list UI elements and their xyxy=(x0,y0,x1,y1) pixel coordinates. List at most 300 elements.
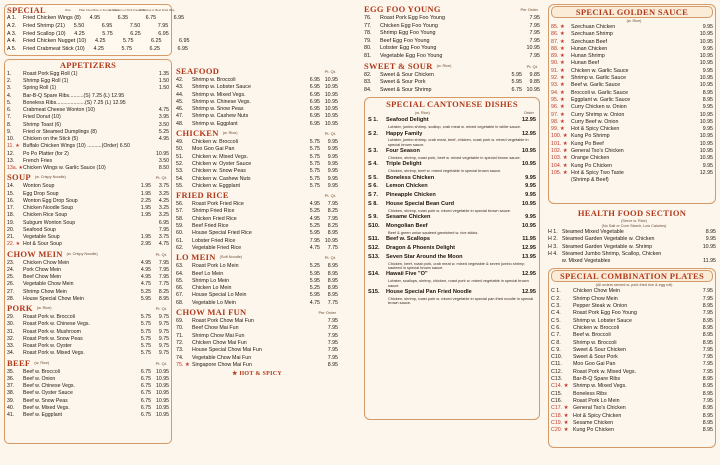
menu-item-row xyxy=(551,413,713,420)
item-name: Curry Shrimp w. Onion xyxy=(571,111,625,118)
item-price: 10.95 xyxy=(699,148,713,155)
item-price: 11.95 xyxy=(703,258,716,265)
item-price-qt: 9.95 xyxy=(327,153,338,160)
item-price: 10.95 xyxy=(699,31,713,38)
menu-item-row xyxy=(176,285,338,292)
item-description: Chicken, shrimp, roast pork, beef w. mixed vegetable in special brown sauce. xyxy=(388,154,521,160)
item-number: 60. xyxy=(176,230,184,237)
item-price-qt: 3.75 xyxy=(158,183,169,190)
menu-item-row xyxy=(7,191,169,198)
chowmein-col-heads: Pt. Qt. xyxy=(155,251,167,257)
item-price-qt: 6.95 xyxy=(158,219,169,226)
item-price-pt: 1.95 xyxy=(140,212,151,219)
item-price-pt: 5.75 xyxy=(140,328,151,335)
item-number: 70. xyxy=(176,325,184,332)
item-price: 9.95 xyxy=(525,192,536,199)
item-name: Roast Pork w. Oyster xyxy=(23,343,72,350)
menu-item-row xyxy=(7,93,169,100)
item-name: Beef w. Onion xyxy=(23,375,56,382)
item-name: Fried Chicken Wings (8) xyxy=(23,15,81,21)
item-name: Vegetable Fried Rice xyxy=(192,244,242,251)
item-price-pt: 5.75 xyxy=(309,182,320,189)
menu-item-row xyxy=(551,332,713,339)
item-price-qt: 10.95 xyxy=(156,397,169,404)
menu-item-row xyxy=(176,333,338,340)
item-name: Wonton Soup xyxy=(23,183,55,190)
item-price: 10.95 xyxy=(699,75,713,82)
menu-item-row xyxy=(7,336,169,343)
item-name: Curry Beef w. Onion xyxy=(571,118,619,125)
item-number: H 3. xyxy=(548,243,558,250)
item-number: C12. xyxy=(551,368,563,375)
item-price: 7.95 xyxy=(702,361,713,368)
menu-item-row xyxy=(548,258,716,265)
item-number: 34. xyxy=(7,350,15,357)
item-number: 57. xyxy=(176,208,184,215)
item-price: 4.25 xyxy=(93,46,104,53)
item-number: 3. xyxy=(7,85,12,92)
item-name: Roast Pork Chow Mai Fun xyxy=(192,318,254,325)
item-price-pt xyxy=(133,220,151,227)
item-name: Pineapple Chicken xyxy=(386,192,436,199)
item-number: S 2. xyxy=(368,130,378,137)
item-name: Roast Pork Lo Mein xyxy=(573,397,620,404)
item-number: S 4. xyxy=(368,161,378,168)
item-price: 12.95 xyxy=(522,244,536,251)
item-name: Moo Goo Gai Pan xyxy=(573,361,616,368)
friedrice-title: FRIED RICE xyxy=(176,190,229,201)
item-price-pt: 4.95 xyxy=(309,215,320,222)
seafood-list xyxy=(176,77,338,128)
menu-item-row xyxy=(7,31,169,39)
item-number: 52. xyxy=(176,160,184,167)
special-title: SPECIAL xyxy=(7,4,46,15)
item-number: 20. xyxy=(7,226,15,233)
item-name: Beef w. Broccoli xyxy=(23,368,60,375)
chowmein-title: CHOW MEIN xyxy=(7,248,63,259)
item-price: 9.95 xyxy=(702,67,713,74)
item-name: House Special Chow Mein xyxy=(23,295,84,302)
menu-item-row xyxy=(7,289,169,296)
friedrice-list xyxy=(176,201,338,252)
soup-header xyxy=(7,172,169,183)
item-name: General Tso's Chicken xyxy=(573,405,626,412)
item-number: 36. xyxy=(7,375,15,382)
item-name: Sesame Chicken xyxy=(386,214,431,221)
item-number: 66. xyxy=(176,285,184,292)
item-name: Fried Donut (10) xyxy=(23,114,61,121)
item-number: H 2. xyxy=(548,236,558,243)
item-number: 30. xyxy=(7,321,15,328)
column-4 xyxy=(548,4,716,448)
item-price-qt: 10.95 xyxy=(156,383,169,390)
chowmaifun-list xyxy=(176,318,338,369)
item-price: 4.75 xyxy=(158,107,169,114)
menu-item-row xyxy=(551,427,713,434)
menu-item-row xyxy=(368,174,536,183)
item-number: A 3. xyxy=(7,30,17,37)
item-number: 100. ★ xyxy=(551,133,568,140)
menu-item-row xyxy=(364,23,540,31)
menu-item-row xyxy=(364,53,540,61)
item-price: 8.95 xyxy=(702,332,713,339)
item-number: 17. xyxy=(7,205,15,212)
menu-item-row xyxy=(7,85,169,92)
golden-list xyxy=(551,24,713,185)
item-price: 10.95 xyxy=(699,38,713,45)
item-price-qt: 10.95 xyxy=(156,404,169,411)
menu-item-row xyxy=(551,383,713,390)
item-price: 5.75 xyxy=(121,46,132,53)
friedrice-col-heads: Pt. Qt. xyxy=(324,193,336,199)
item-price-pt: 4.75 xyxy=(140,281,151,288)
menu-item-row xyxy=(7,274,169,281)
item-price-qt: 7.75 xyxy=(327,244,338,251)
item-number: 44. xyxy=(176,91,184,98)
item-name: Boneless Ribs....................(S) 7.25 (L) 12.95 xyxy=(23,99,126,106)
item-price-pt: 6.95 xyxy=(309,120,320,127)
sweetsour-header xyxy=(364,61,540,72)
item-price: 6.75 xyxy=(145,15,157,21)
item-price: 10.95 xyxy=(699,111,713,118)
menu-item-row xyxy=(551,141,713,148)
item-number: 86. ★ xyxy=(551,31,565,38)
item-price xyxy=(694,251,716,258)
cantonese-box xyxy=(364,97,540,420)
item-number: 43. xyxy=(176,84,184,91)
item-price-pt: 5.25 xyxy=(309,208,320,215)
item-number: 26. xyxy=(7,281,15,288)
cantonese-list xyxy=(368,116,536,305)
menu-item-row xyxy=(368,235,536,244)
eggfooyoung-title: EGG FOO YOUNG xyxy=(364,4,441,14)
golden-title: SPECIAL GOLDEN SAUCE xyxy=(575,7,689,17)
item-name: Singapore Chow Mai Fun xyxy=(192,361,252,368)
menu-item-row xyxy=(176,183,338,190)
item-name: Egg Drop Soup xyxy=(23,190,59,197)
menu-item-row xyxy=(7,234,169,241)
menu-item-row xyxy=(176,355,338,362)
item-number xyxy=(548,258,562,265)
item-name: Steamed Garden Vegetable w. Shrimp xyxy=(562,243,653,250)
item-number: 64. xyxy=(176,270,184,277)
item-name: Beef w. Garlic Sauce xyxy=(571,82,621,89)
item-name: Wonton Egg Drop Soup xyxy=(23,197,78,204)
item-price-pt: 4.75 xyxy=(309,299,320,306)
item-number: 74. xyxy=(176,354,184,361)
item-price-qt: 7.75 xyxy=(327,299,338,306)
item-name: (Shrimp & Beef) xyxy=(571,177,609,184)
item-name: Po Po Platter (for 2) xyxy=(23,150,69,157)
item-price: 9.95 xyxy=(525,214,536,221)
menu-item-row xyxy=(364,45,540,53)
item-name: Vegetable Egg Foo Young xyxy=(380,52,443,59)
item-number: 77. xyxy=(364,22,372,29)
item-name: Szechuan Shrimp xyxy=(571,31,613,38)
item-number: 9. xyxy=(7,128,12,135)
menu-item-row xyxy=(176,340,338,347)
item-number: 95. ★ xyxy=(551,96,565,103)
item-price-qt: 7.75 xyxy=(158,281,169,288)
menu-item-row xyxy=(551,405,713,412)
pork-header xyxy=(7,303,169,314)
item-name: Chicken w. Eggplant xyxy=(192,182,240,189)
item-number: H 1. xyxy=(548,229,558,235)
item-price: 6.35 xyxy=(117,15,129,21)
item-price-pt: 7.95 xyxy=(309,237,320,244)
item-name: House Special Chow Mai Fun xyxy=(192,347,262,354)
item-name: Shrimp Egg Foo Young xyxy=(380,30,436,37)
item-price-pt: 6.95 xyxy=(309,77,320,83)
item-price: 8.95 xyxy=(702,405,713,412)
item-number: 33. xyxy=(7,343,15,350)
item-price: 10.95 xyxy=(699,133,713,140)
item-price-qt: 8.25 xyxy=(158,288,169,295)
item-price: 9.95 xyxy=(525,174,536,181)
menu-item-row xyxy=(7,390,169,397)
item-price-qt: 3.25 xyxy=(158,205,169,212)
health-header xyxy=(548,208,716,219)
menu-item-row xyxy=(7,267,169,274)
item-number: 41. xyxy=(7,412,15,419)
item-price: 10.95 xyxy=(699,118,713,125)
item-name: Chicken w. Cashew Nuts xyxy=(192,175,251,182)
item-number: 22. ★ xyxy=(7,241,21,248)
item-number: A 5. xyxy=(7,46,17,53)
item-price-pt: 5.95 xyxy=(309,277,320,284)
menu-item-row xyxy=(7,143,169,150)
item-name: Shrimp w. Broccoli xyxy=(192,77,236,83)
menu-item-row xyxy=(176,230,338,237)
item-price: 8.95 xyxy=(705,229,716,235)
item-name: Chicken Noodle Soup xyxy=(23,205,74,212)
soup-col-heads: Pt. Qt. xyxy=(155,175,167,181)
item-number: 49. xyxy=(176,139,184,146)
item-number: 99. ★ xyxy=(551,126,565,133)
menu-item-row xyxy=(7,281,169,288)
item-name: Roast Pork w. Broccoli xyxy=(23,314,75,321)
menu-item-row xyxy=(551,369,713,376)
item-description: Chicken, shrimp, roast pork w. mixed vegetable in special brown sauce. xyxy=(388,207,512,213)
item-price: 8.95 xyxy=(702,89,713,96)
item-price: 12.95 xyxy=(699,169,713,176)
menu-item-row xyxy=(551,46,713,53)
appetizers-list xyxy=(7,71,169,173)
item-price: 9.95 xyxy=(702,162,713,169)
menu-item-row xyxy=(7,136,169,143)
item-name: Chicken w. Garlic Sauce xyxy=(571,67,629,74)
item-name: Roast Pork w. Chinese Vegs. xyxy=(23,321,90,328)
item-price: 6.25 xyxy=(149,46,160,53)
item-name: Shrimp Chow Mai Fun xyxy=(192,332,245,339)
item-name: Chicken Egg Foo Young xyxy=(380,22,438,29)
item-name: Kung Po Beef xyxy=(571,140,604,147)
menu-item-row xyxy=(7,71,169,78)
item-name: Chicken Rice Soup xyxy=(23,212,68,219)
item-number: C 4. xyxy=(551,310,561,317)
menu-item-row xyxy=(7,205,169,212)
item-name: Lemon Chicken xyxy=(386,183,428,190)
left-menu-box xyxy=(4,59,172,444)
item-name: Mongolian Beef xyxy=(386,222,428,229)
menu-item-row xyxy=(7,412,169,419)
menu-item-row xyxy=(176,263,338,270)
item-number: S 7. xyxy=(368,192,378,199)
menu-item-row xyxy=(551,303,713,310)
menu-item-row xyxy=(364,38,540,46)
item-price: 7.95 xyxy=(327,325,338,332)
item-number: S12. xyxy=(368,244,380,251)
item-number: 19. xyxy=(7,219,15,226)
menu-item-row xyxy=(7,376,169,383)
menu-item-row xyxy=(7,122,169,129)
item-name: Shrimp w. Lobster Sauce xyxy=(573,317,632,324)
item-name: Beef Chow Mai Fun xyxy=(192,325,239,332)
soup-sub: (w. Crispy Noodle) xyxy=(34,175,66,180)
menu-item-row xyxy=(176,318,338,325)
menu-item-row xyxy=(551,163,713,170)
item-description: Lobster, scallops, shrimp, chicken, roast pork w. mixed vegetable in special brown sauce. xyxy=(388,278,529,288)
item-price: 5.50 xyxy=(73,22,85,29)
item-price-qt: 9.95 xyxy=(327,182,338,189)
menu-item-row xyxy=(548,251,716,258)
item-price-qt: 9.95 xyxy=(327,160,338,167)
item-name: Broccoli w. Garlic Sauce xyxy=(571,89,629,96)
item-name: Beef w. Oyster Sauce xyxy=(23,390,73,397)
menu-item-row xyxy=(7,38,190,46)
menu-item-row xyxy=(364,87,540,95)
item-price-pt: 2.25 xyxy=(140,197,151,204)
eggfooyoung-list xyxy=(364,15,540,61)
menu-item-row xyxy=(7,321,169,328)
item-number: 87. ★ xyxy=(551,38,565,45)
menu-item-row xyxy=(7,100,169,107)
item-number: 67. xyxy=(176,292,184,299)
item-price: 1.50 xyxy=(158,78,169,85)
item-number: 90. ★ xyxy=(551,60,565,67)
item-number: A 2. xyxy=(7,22,17,29)
menu-item-row xyxy=(176,325,338,332)
item-name: Shrimp w. Mixed Vegs. xyxy=(573,383,627,390)
item-price: 7.95 xyxy=(327,354,338,361)
item-price-pt: 5.25 xyxy=(309,263,320,270)
golden-box xyxy=(548,4,716,204)
item-number: C 5. xyxy=(551,317,561,324)
item-name: Roast Pork w. Mixed Vegs. xyxy=(23,350,85,357)
menu-item-row xyxy=(7,296,169,303)
item-name: Happy Family xyxy=(386,130,423,137)
item-number: 45. xyxy=(176,98,184,105)
menu-item-row xyxy=(176,161,338,168)
item-price-qt: 9.75 xyxy=(158,335,169,342)
item-price-pt: 5.75 xyxy=(309,139,320,146)
item-price-pt: 5.95 xyxy=(309,230,320,237)
item-number: S13. xyxy=(368,253,380,260)
item-price-qt: 10.95 xyxy=(324,120,338,127)
item-number: 81. xyxy=(364,52,372,59)
item-price: 10.95 xyxy=(522,161,536,168)
item-name: Kung Po Chicken xyxy=(573,427,614,434)
item-price-pt: 5.75 xyxy=(309,168,320,175)
item-number: S 6. xyxy=(368,183,378,190)
item-price-qt: 9.95 xyxy=(327,146,338,153)
menu-item-row xyxy=(551,354,713,361)
beef-sub: (w. Rice) xyxy=(34,360,50,365)
item-price: 8.95 xyxy=(702,303,713,310)
item-price-pt: 1.95 xyxy=(140,183,151,190)
item-number: 14. xyxy=(7,183,15,190)
chicken-list xyxy=(176,139,338,190)
item-price-pt: 4.95 xyxy=(309,201,320,208)
item-price-qt: 3.75 xyxy=(158,234,169,241)
beef-col-heads: Pt. Qt. xyxy=(155,360,167,366)
item-number: 1. xyxy=(7,70,12,77)
item-price: 12.95 xyxy=(522,117,536,124)
item-price-pt: 5.95 xyxy=(511,79,522,86)
item-name: Bar-B-Q Spare Ribs xyxy=(573,376,621,383)
item-name: Steamed Mixed Vegetable xyxy=(562,229,624,235)
item-price-qt: 8.95 xyxy=(327,285,338,292)
item-number: C 2. xyxy=(551,295,561,302)
menu-item-row xyxy=(7,241,169,248)
item-price-pt: 4.75 xyxy=(309,244,320,251)
item-price: 8.50 xyxy=(158,165,169,172)
item-price-pt: 4.95 xyxy=(140,274,151,281)
item-name: Curry Chicken w. Onion xyxy=(571,104,627,111)
menu-item-row xyxy=(7,15,185,23)
item-price-pt: 5.75 xyxy=(309,146,320,153)
item-price-qt: 9.85 xyxy=(529,79,540,86)
item-name: Roast Pork w. Mixed Vegs. xyxy=(573,368,637,375)
item-price-pt: 6.75 xyxy=(140,412,151,419)
item-number: S 3. xyxy=(368,148,378,155)
item-price: 8.95 xyxy=(702,419,713,426)
item-price-pt: 6.75 xyxy=(140,397,151,404)
item-number: C14. ★ xyxy=(551,383,569,390)
item-name: Bar-B-Q Spare Ribs..........(S) 7.25 (L) 12.95 xyxy=(23,92,125,99)
item-price-pt: 5.95 xyxy=(309,270,320,277)
beef-header xyxy=(7,358,169,369)
item-number: 32. xyxy=(7,335,15,342)
item-price: 10.95 xyxy=(156,150,169,157)
chicken-col-heads: Pt. Qt. xyxy=(324,131,336,137)
item-price: 4.95 xyxy=(89,15,101,21)
item-number: 65. xyxy=(176,277,184,284)
menu-item-row xyxy=(7,165,169,172)
item-number: C16. xyxy=(551,397,563,404)
menu-item-row xyxy=(551,391,713,398)
item-number: 69. xyxy=(176,318,184,325)
item-price-pt: 5.25 xyxy=(140,288,151,295)
item-name: Moo Goo Gai Pan xyxy=(192,146,235,153)
item-name: Vegetable Chow Mein xyxy=(23,281,74,288)
menu-item-row xyxy=(176,208,338,215)
special-list xyxy=(7,15,190,54)
menu-item-row xyxy=(551,177,713,184)
item-name: Dragon & Phoenix Delight xyxy=(386,244,455,251)
item-name: Boneless Ribs xyxy=(573,390,607,397)
menu-item-row xyxy=(551,104,713,111)
item-name: House Special Bean Curd xyxy=(386,200,455,207)
item-name: Boneless Chicken xyxy=(386,174,435,181)
menu-item-row xyxy=(176,201,338,208)
item-number: C 6. xyxy=(551,324,561,331)
item-name: Chicken Chow Mein xyxy=(573,288,621,295)
menu-item-row xyxy=(7,198,169,205)
menu-item-row xyxy=(176,278,338,285)
menu-item-row xyxy=(176,146,338,153)
item-name: Shrimp Chow Mein xyxy=(573,295,618,302)
